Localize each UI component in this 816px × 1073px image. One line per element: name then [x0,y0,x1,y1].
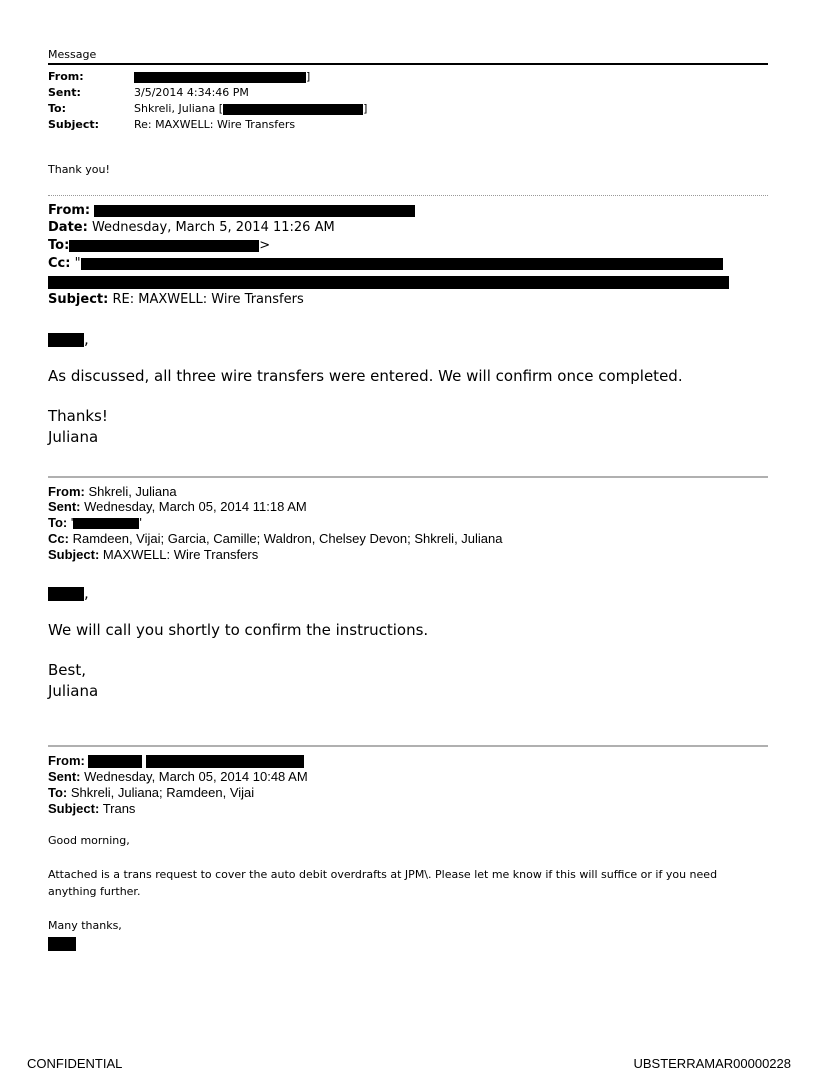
redaction-block [48,587,84,601]
divider [48,195,768,196]
email4-body-line2: anything further. [48,885,141,898]
header-sent-label: Sent: [48,86,81,99]
redaction-block [134,72,306,83]
header-from-value [134,70,310,83]
email3-cc-label: Cc: [48,531,69,546]
email3-to-label: To: [48,515,68,530]
email3-sent-label: Sent: [48,499,81,514]
redaction-block [73,518,139,529]
email4-to-label: To: [48,785,68,800]
email2-subject-label: Subject: [48,292,109,307]
email4-sent-line [48,769,308,784]
email2-body: As discussed, all three wire transfers were entered. We will confirm once completed. [48,367,683,385]
header-from-label: From: [48,70,84,83]
redaction-block [48,937,76,951]
email4-subject-value: Trans [102,801,136,816]
email4-greeting: Good morning, [48,834,130,847]
email2-subject-value: RE: MAXWELL: Wire Transfers [112,292,304,307]
email2-greeting [48,330,89,348]
email2-from-line [48,203,415,218]
redaction-block [81,258,723,270]
email2-date-line [48,220,335,235]
email3-sent-value: Wednesday, March 05, 2014 11:18 AM [84,499,307,514]
email3-body: We will call you shortly to confirm the instructions. [48,621,429,639]
bracket-close: ] [363,102,368,115]
email3-signature: Juliana [48,682,99,700]
email2-to-label: To: [48,238,70,253]
email2-date-label: Date: [48,220,88,235]
email3-to-suffix: ' [139,515,142,530]
email2-cc-line [48,256,723,271]
header-to-label: To: [48,102,66,115]
email2-closing: Thanks! [48,407,108,425]
email2-cc-prefix: " [74,256,81,271]
email2-to-suffix: > [259,238,271,253]
redaction-block [88,755,142,768]
email3-sent-line [48,499,307,514]
email4-sent-value: Wednesday, March 05, 2014 10:48 AM [84,769,308,784]
header-subject-label: Subject: [48,118,100,131]
header-rule [48,63,768,65]
email3-from-value: Shkreli, Juliana [88,484,177,499]
divider [48,745,768,747]
email3-from-label: From: [48,484,85,499]
email2-greeting-suffix: , [84,330,89,348]
email4-to-value: Shkreli, Juliana; Ramdeen, Vijai [70,785,255,800]
email2-from-label: From: [48,203,91,218]
email2-cc-label: Cc: [48,256,71,271]
header-subject-value: Re: MAXWELL: Wire Transfers [134,118,296,131]
email3-from-line [48,484,177,499]
email4-body-line1: Attached is a trans request to cover the auto debit overdrafts at JPM\. Please let me know if this will suffice or if you need [48,868,718,881]
email2-to-line [48,238,270,253]
bracket-close: ] [306,70,311,83]
email3-cc-line [48,531,503,546]
email4-sent-label: Sent: [48,769,81,784]
email3-subject-value: MAXWELL: Wire Transfers [102,547,259,562]
redaction-block [146,755,304,768]
footer-bates-number: UBSTERRAMAR00000228 [633,1056,791,1071]
reply-body: Thank you! [48,163,110,176]
email3-cc-value: Ramdeen, Vijai; Garcia, Camille; Waldron, Chelsey Devon; Shkreli, Juliana [72,531,503,546]
email3-greeting-suffix: , [84,584,89,602]
email4-from-line [48,753,304,768]
header-sent-value: 3/5/2014 4:34:46 PM [134,86,249,99]
email3-closing: Best, [48,661,86,679]
email3-greeting [48,584,89,602]
redaction-block [69,240,259,252]
email4-to-line [48,785,254,800]
divider [48,476,768,478]
footer-confidential: CONFIDENTIAL [27,1056,123,1071]
email3-subject-line [48,547,258,562]
email3-to-prefix: ' [70,515,74,530]
email4-subject-line [48,801,135,816]
email4-closing: Many thanks, [48,919,122,932]
message-label: Message [48,48,97,61]
email2-signature: Juliana [48,428,99,446]
header-to-value [134,102,367,115]
redaction-block [48,333,84,347]
email2-date-value: Wednesday, March 5, 2014 11:26 AM [91,220,335,235]
email4-from-label: From: [48,753,85,768]
redaction-block [94,205,415,217]
redaction-block [48,276,729,289]
redaction-block [223,104,363,115]
email3-to-line [48,515,142,530]
email4-subject-label: Subject: [48,801,100,816]
email2-subject-line [48,292,304,307]
header-to-text: Shkreli, Juliana [ [134,102,224,115]
email3-subject-label: Subject: [48,547,100,562]
